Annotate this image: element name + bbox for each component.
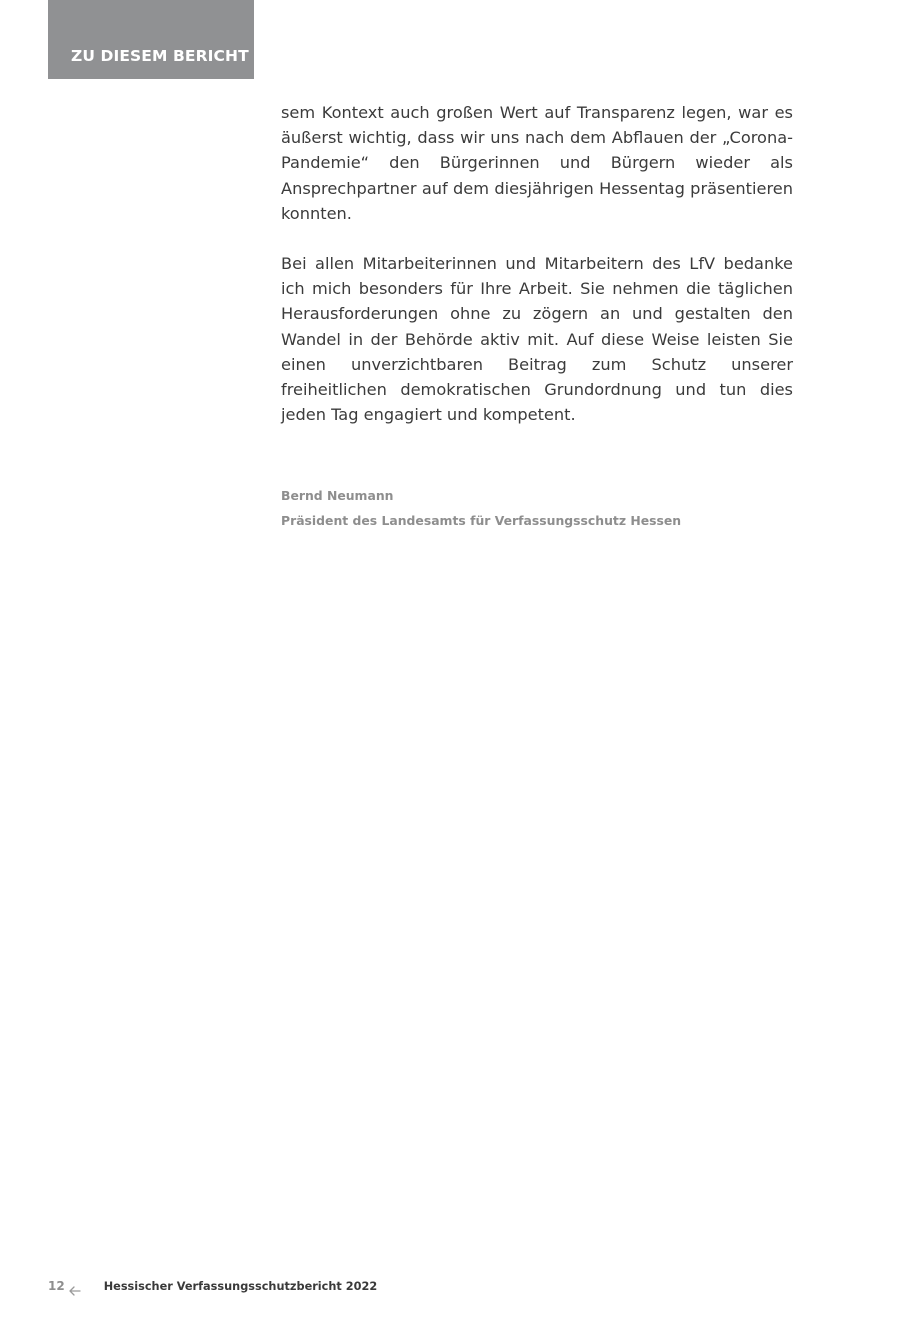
signature-title: Präsident des Landesamts für Verfassungsschutz Hessen bbox=[281, 513, 682, 528]
document-title: Hessischer Verfassungsschutzbericht 2022 bbox=[103, 1279, 378, 1293]
signature-name: Bernd Neumann bbox=[281, 488, 394, 503]
page-footer bbox=[48, 1277, 377, 1295]
signature-block bbox=[281, 483, 681, 533]
paragraph: sem Kontext auch großen Wert auf Transparenz legen, war es äußerst wichtig, dass wir uns nach dem Abflauen der „Corona-Pandemie“ den Bürgerinnen und Bürgern wieder als Ansprechpartner auf dem diesjährigen Hessentag präsentieren konnten. bbox=[281, 103, 793, 223]
paragraph: Bei allen Mitarbeiterinnen und Mitarbeitern des LfV bedanke ich mich besonders für Ihre Arbeit. Sie nehmen die täglichen Herausforderungen ohne zu zögern an und gestalten den Wandel in der Behörde aktiv mit. Auf diese Weise leisten Sie einen unverzichtbaren Beitrag zum Schutz unserer freiheitlichen demokratischen Grundordnung und tun dies jeden Tag engagiert und kompetent. bbox=[281, 254, 793, 425]
body-text bbox=[281, 100, 793, 452]
section-tab bbox=[48, 0, 254, 79]
page-number: 12 bbox=[48, 1279, 65, 1293]
arrow-left-icon[interactable] bbox=[69, 1281, 81, 1291]
section-label: ZU DIESEM BERICHT bbox=[71, 47, 249, 65]
